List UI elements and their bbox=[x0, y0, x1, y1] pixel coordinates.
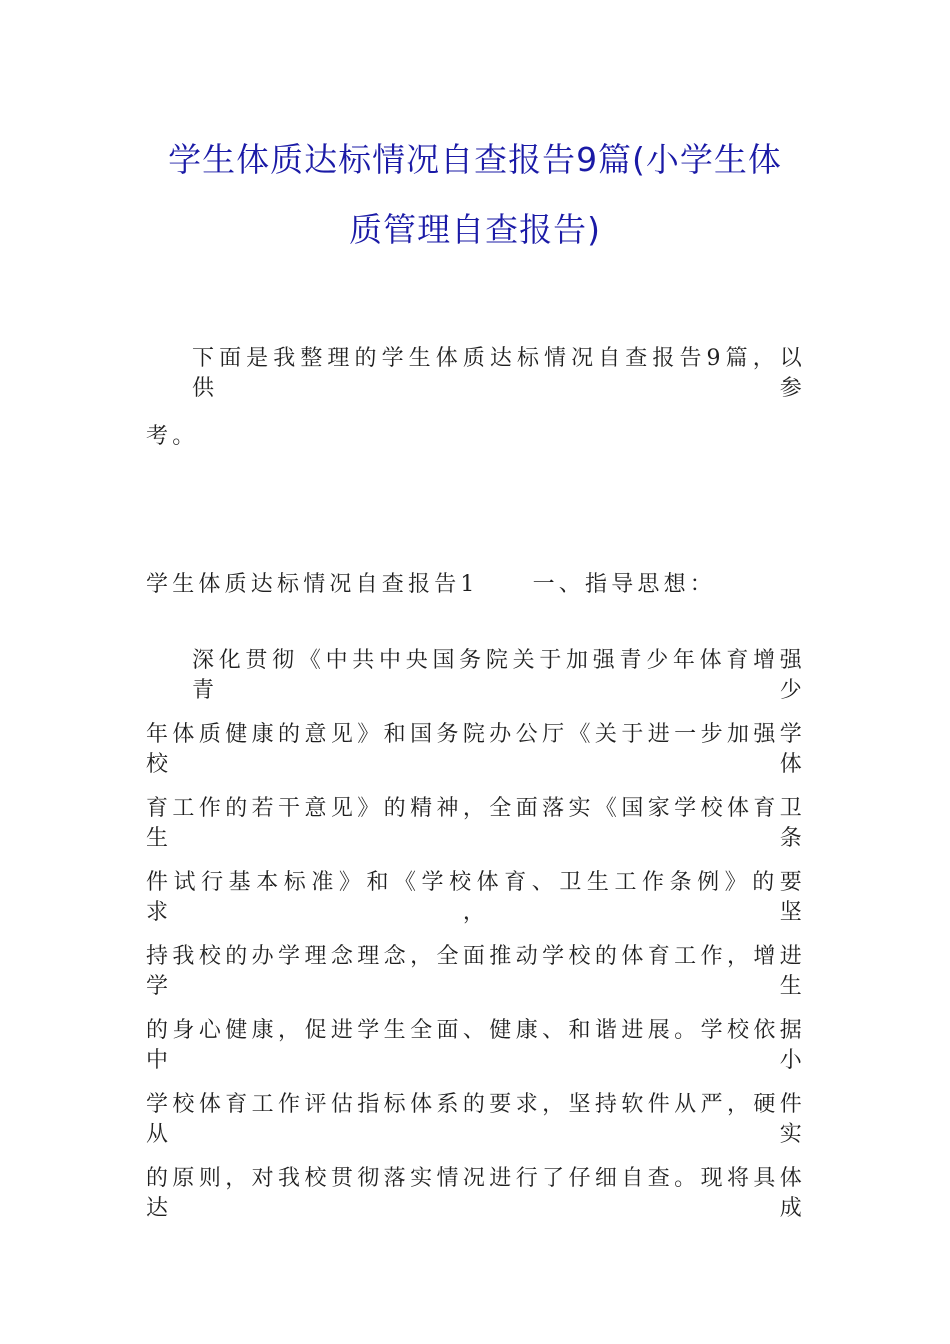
document-title-line-1: 学生体质达标情况自查报告9篇(小学生体 bbox=[168, 140, 782, 179]
body-paragraph-line-6: 的身心健康，促进学生全面、健康、和谐进展。学校依据中小 bbox=[146, 1018, 806, 1073]
section-heading bbox=[146, 570, 806, 600]
intro-paragraph-line-2: 考。 bbox=[146, 424, 199, 449]
body-paragraph-line-1: 深化贯彻《中共中央国务院关于加强青少年体育增强青少 bbox=[192, 648, 806, 703]
section-subheading: 一、指导思想： bbox=[532, 572, 717, 597]
intro-paragraph-line-1: 下面是我整理的学生体质达标情况自查报告9篇，以供参 bbox=[192, 346, 806, 401]
document-title-line-2: 质管理自查报告) bbox=[349, 210, 601, 249]
body-paragraph-line-4: 件试行基本标准》和《学校体育、卫生工作条例》的要求，坚 bbox=[146, 870, 806, 925]
body-paragraph-line-2: 年体质健康的意见》和国务院办公厅《关于进一步加强学校体 bbox=[146, 722, 806, 777]
body-paragraph-line-5: 持我校的办学理念理念，全面推动学校的体育工作，增进学生 bbox=[146, 944, 806, 999]
report-label: 学生体质达标情况自查报告1 bbox=[146, 572, 479, 597]
body-paragraph-line-7: 学校体育工作评估指标体系的要求，坚持软件从严，硬件从实 bbox=[146, 1092, 806, 1147]
body-paragraph-line-3: 育工作的若干意见》的精神，全面落实《国家学校体育卫生条 bbox=[146, 796, 806, 851]
body-paragraph-line-8: 的原则，对我校贯彻落实情况进行了仔细自查。现将具体达成 bbox=[146, 1166, 806, 1221]
